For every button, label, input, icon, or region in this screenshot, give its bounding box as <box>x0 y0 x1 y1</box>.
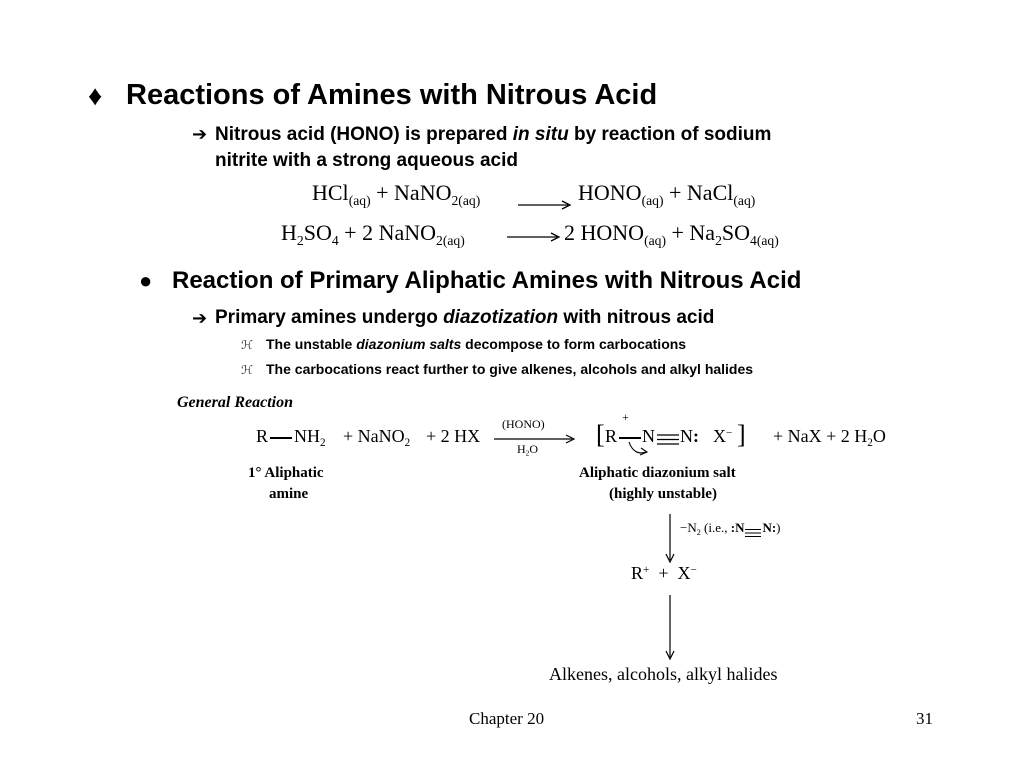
eq2-plus-1: + <box>344 220 357 245</box>
section-arrow-bullet: ➔ <box>192 308 208 328</box>
subpoint-pre: Primary amines undergo <box>215 307 444 328</box>
reagent-hx: + 2 HX <box>426 426 481 446</box>
title-bullet: ♦ <box>88 80 103 111</box>
eq1-reactant-1: HCl$_{(aq)}$ <box>312 180 371 208</box>
salt-triple-bond <box>657 432 679 443</box>
salt-bracket-open: [ <box>596 420 605 449</box>
carbocation-intermediate <box>631 563 697 584</box>
electron-push-arrow <box>626 440 654 465</box>
salt-plus-charge: + <box>622 410 629 424</box>
salt-n1: N <box>642 426 655 446</box>
eq1-plus-1: + <box>376 180 389 205</box>
salt-r: R <box>605 426 618 446</box>
carbocation-r: R+ <box>631 563 650 583</box>
reagent-nano2: + NaNO$_2$ <box>343 426 411 449</box>
by-products: + NaX + 2 $H_2O$ <box>773 426 886 449</box>
salt-caption-2: (highly unstable) <box>609 486 717 502</box>
intro-line-2: nitrite with a strong aqueous acid <box>215 150 518 171</box>
point-1-diazonium-salts: diazonium salts <box>356 336 462 352</box>
loss-of-n2-arrow <box>664 514 676 569</box>
amine-caption-1: 1° Aliphatic <box>248 465 324 481</box>
eq2-product-2: $Na_2SO_{4(aq)}$ <box>689 220 779 248</box>
page-number: 31 <box>916 709 933 728</box>
equation-h2so4-products <box>564 220 779 246</box>
subpoint-post: with nitrous acid <box>558 307 715 328</box>
eq1-reactant-2: NaNO$_{2(aq)}$ <box>394 180 481 208</box>
point-1 <box>266 336 686 352</box>
intro-line-1 <box>215 124 771 146</box>
equation-h2so4 <box>281 220 465 246</box>
amine-group: $NH_2$ <box>294 426 326 449</box>
salt-bracket-close: ] <box>737 420 746 449</box>
intro-arrow-bullet: ➔ <box>192 124 208 144</box>
amine-bond <box>270 437 292 439</box>
amine-formula <box>256 426 268 447</box>
salt-n2: N: <box>680 426 699 446</box>
slide-title: Reactions of Amines with Nitrous Acid <box>126 79 658 111</box>
reaction-arrow-to-products <box>664 595 676 666</box>
arrow-condition-bottom: $H_2O$ <box>517 442 539 458</box>
intro-in-situ: in situ <box>512 124 569 145</box>
point-2-bullet: ℋ <box>241 363 253 377</box>
footer-chapter: Chapter 20 <box>469 709 545 728</box>
point-1-post: decompose to form carbocations <box>461 336 687 352</box>
eq2-reaction-arrow <box>507 229 563 247</box>
n2-triple-bond <box>745 525 761 533</box>
eq2-product-1: 2 $HONO_{(aq)}$ <box>564 220 666 248</box>
section-title: Reaction of Primary Aliphatic Amines with Nitrous Acid <box>172 267 802 294</box>
salt-r-n-bond <box>619 437 641 439</box>
eq1-plus-2: + <box>669 180 682 205</box>
final-products: Alkenes, alcohols, alkyl halides <box>549 664 778 684</box>
section-subpoint <box>215 307 714 329</box>
subpoint-diazotization: diazotization <box>443 307 559 328</box>
intro-line-1-pre: Nitrous acid (HONO) is prepared <box>215 124 513 145</box>
eq1-reaction-arrow <box>518 197 574 215</box>
arrow-condition-top: (HONO) <box>502 417 545 431</box>
salt-caption-1: Aliphatic diazonium salt <box>579 465 736 481</box>
general-reaction-label: General Reaction <box>177 394 293 411</box>
point-2: The carbocations react further to give alkenes, alcohols and alkyl halides <box>266 361 754 377</box>
amine-r: R <box>256 426 269 446</box>
eq2-reactant-2: 2 NaNO$_{2(aq)}$ <box>362 220 465 248</box>
amine-caption-2: amine <box>269 486 309 502</box>
intermediate-plus: + <box>658 563 669 583</box>
eq1-product-2: NaCl$_{(aq)}$ <box>686 180 756 208</box>
point-1-bullet: ℋ <box>241 338 253 352</box>
eq2-reactant-1: $H_2SO_4$ <box>281 220 339 248</box>
section-bullet: ● <box>139 268 153 293</box>
eq1-product-1: $HONO_{(aq)}$ <box>578 180 664 208</box>
eq2-plus-2: + <box>671 220 684 245</box>
loss-of-n2-label: $-N_2$ (i.e., :N N:) <box>680 520 781 537</box>
salt-anion: X− <box>713 426 733 446</box>
intermediate-x: X− <box>677 563 697 583</box>
intro-line-1-post: by reaction of sodium <box>568 124 772 145</box>
point-1-pre: The unstable <box>266 336 357 352</box>
equation-hcl-products <box>578 180 755 206</box>
equation-hcl <box>312 180 480 206</box>
